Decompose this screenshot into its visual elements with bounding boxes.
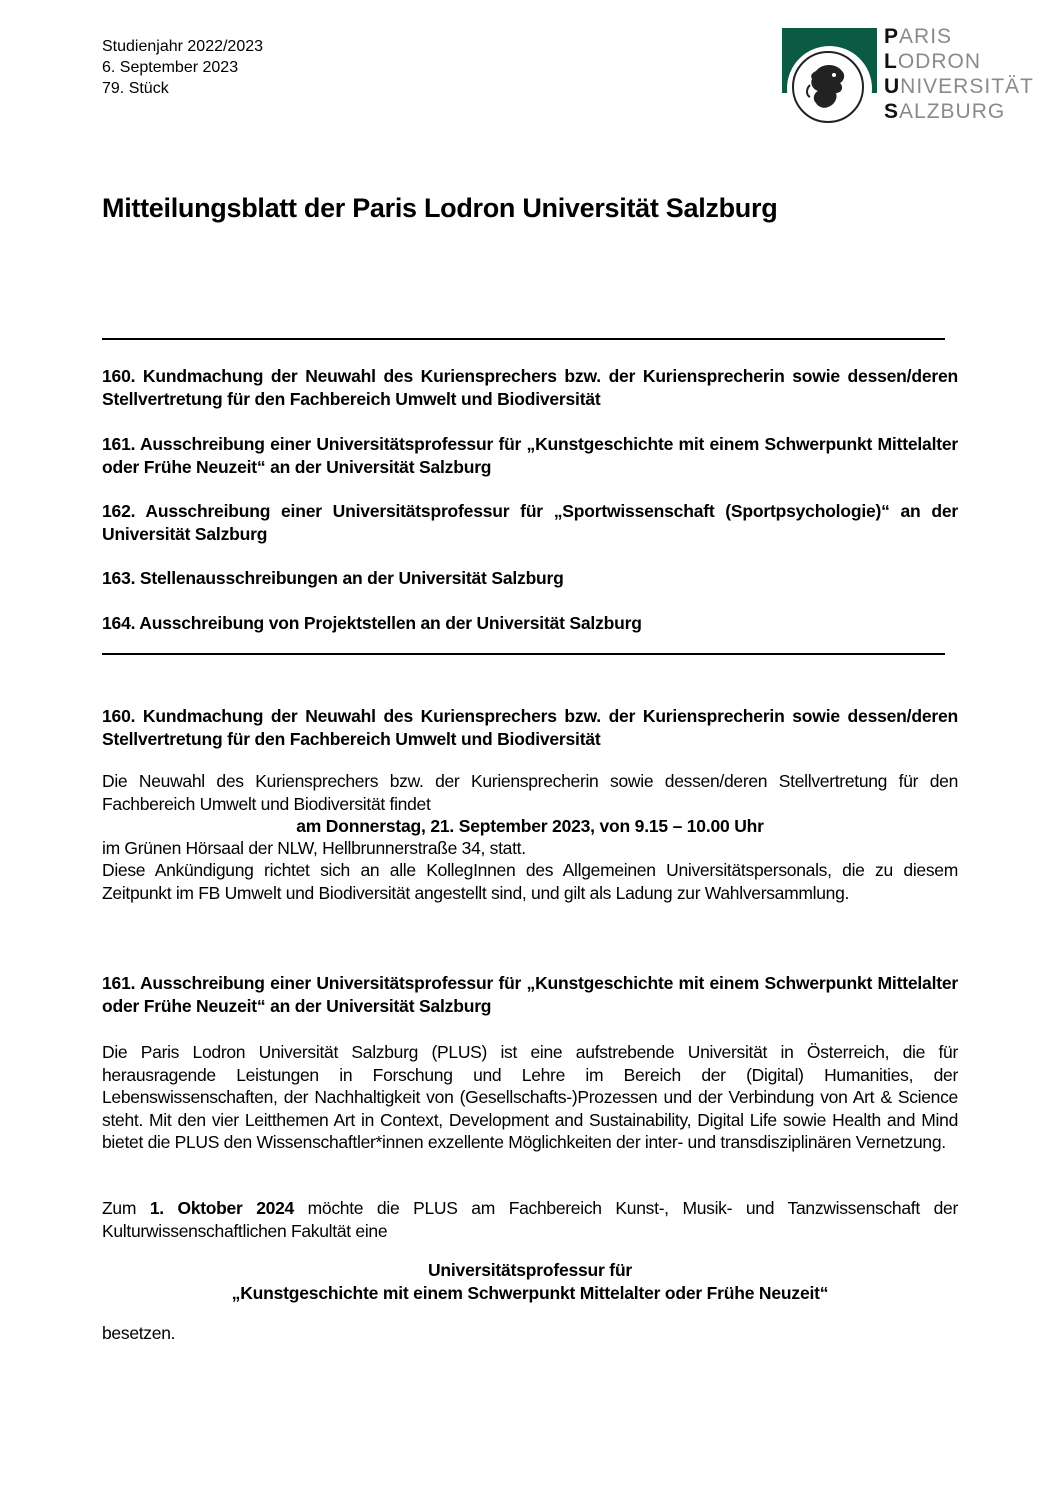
issue-date: 6. September 2023 <box>102 59 239 76</box>
section-161-intro: Die Paris Lodron Universität Salzburg (PLUS) ist eine aufstrebende Universität in Österreich, die für herausragende Leistungen in Forschung und Lehre im Bereich der (Digital) Humanities, der Lebenswissenschaften, der Nachhaltigkeit von (Gesellschafts-)Prozessen und der Verbindung von Art & Science steht. Mit den vier Leitthemen Art in Context, Development and Sustainability, Digital Life sowie Health and Mind bietet die PLUS den Wissenschaftler*innen exzellente Möglichkeiten der inter- und transdisziplinären Vernetzung. <box>102 1042 958 1152</box>
divider-top <box>102 338 945 340</box>
university-logo <box>782 25 1042 128</box>
position-line-1: Universitätsprofessur für <box>427 1260 633 1280</box>
section-161-start-date <box>102 1197 958 1242</box>
logo-word: ALZBURG <box>899 100 1006 123</box>
toc-item-162: 162. Ausschreibung einer Universitätsprofessur für „Sportwissenschaft (Sportpsychologie)“ an der Universität Salzburg <box>102 501 958 544</box>
toc-item-161: 161. Ausschreibung einer Universitätsprofessur für „Kunstgeschichte mit einem Schwerpunkt Mittelalter oder Frühe Neuzeit“ an der Universität Salzburg <box>102 434 958 477</box>
position-line-2: „Kunstgeschichte mit einem Schwerpunkt Mittelalter oder Frühe Neuzeit“ <box>231 1282 829 1303</box>
page-title: Mitteilungsblatt der Paris Lodron Universität Salzburg <box>102 193 778 223</box>
position-title <box>102 1259 958 1304</box>
election-date: am Donnerstag, 21. September 2023, von 9.15 – 10.00 Uhr <box>296 816 764 836</box>
section-160-intro: Die Neuwahl des Kuriensprechers bzw. der Kuriensprecherin sowie dessen/deren Stellvertretung für den Fachbereich Umwelt und Biodiversität findet <box>102 771 958 814</box>
logo-word: ARIS <box>899 25 953 48</box>
toc-item-163: 163. Stellenausschreibungen an der Universität Salzburg <box>102 568 564 588</box>
section-161-closing: besetzen. <box>102 1323 176 1343</box>
text-prefix: Zum <box>102 1198 150 1218</box>
toc-item-160: 160. Kundmachung der Neuwahl des Kuriensprechers bzw. der Kuriensprecherin sowie dessen/deren Stellvertretung für den Fachbereich Umwelt und Biodiversität <box>102 366 958 409</box>
section-161-heading: 161. Ausschreibung einer Universitätsprofessur für „Kunstgeschichte mit einem Schwerpunkt Mittelalter oder Frühe Neuzeit“ an der Universität Salzburg <box>102 973 958 1016</box>
logo-wordmark <box>884 24 1034 124</box>
logo-initial: P <box>884 25 900 48</box>
logo-word: NIVERSITÄT <box>900 75 1034 98</box>
lion-emblem-icon <box>792 51 864 123</box>
toc-item-164: 164. Ausschreibung von Projektstellen an der Universität Salzburg <box>102 613 642 633</box>
section-160-heading: 160. Kundmachung der Neuwahl des Kuriensprechers bzw. der Kuriensprecherin sowie dessen/deren Stellvertretung für den Fachbereich Umwelt und Biodiversität <box>102 706 958 749</box>
logo-initial: U <box>884 75 901 98</box>
study-year: Studienjahr 2022/2023 <box>102 38 264 55</box>
election-location: im Grünen Hörsaal der NLW, Hellbrunnerstraße 34, statt. <box>102 838 526 858</box>
document-meta <box>102 36 263 99</box>
divider-bottom <box>102 653 945 655</box>
logo-word: ODRON <box>897 50 981 73</box>
section-160-notice: Diese Ankündigung richtet sich an alle KollegInnen des Allgemeinen Universitätspersonals, die zu diesem Zeitpunkt im FB Umwelt und Biodiversität angestellt sind, und gilt als Ladung zur Wahlversammlung. <box>102 860 958 903</box>
logo-initial: L <box>884 50 898 73</box>
logo-initial: S <box>884 100 900 123</box>
text-suffix: möchte die PLUS am Fachbereich Kunst-, Musik- und Tanzwissenschaft der Kulturwissenschaftlichen Fakultät eine <box>102 1198 958 1241</box>
start-date: 1. Oktober 2024 <box>149 1198 294 1218</box>
issue-number: 79. Stück <box>102 80 169 97</box>
